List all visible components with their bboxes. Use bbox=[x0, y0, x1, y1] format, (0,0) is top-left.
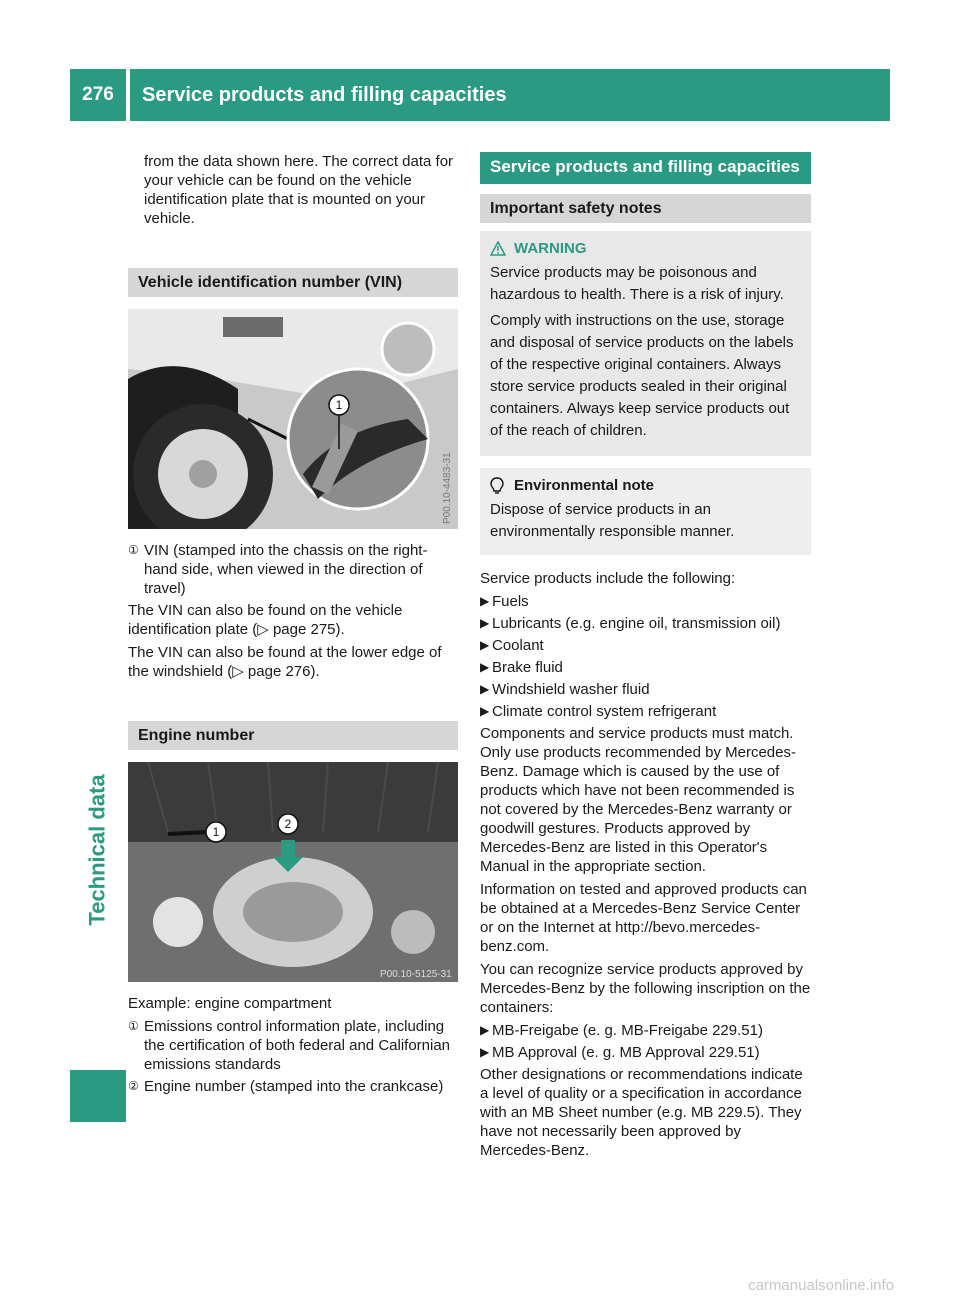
bullet-icon: ▶ bbox=[480, 1023, 490, 1037]
side-tab-marker bbox=[70, 1070, 126, 1122]
svg-text:1: 1 bbox=[212, 825, 220, 839]
list-item-text: Windshield washer fluid bbox=[492, 681, 650, 698]
bullet-icon: ▶ bbox=[480, 638, 490, 652]
vin-heading: Vehicle identification number (VIN) bbox=[128, 268, 458, 297]
bullet-icon: ▶ bbox=[480, 1045, 490, 1059]
right-column bbox=[480, 152, 811, 1164]
engine-legend-text-2: Engine number (stamped into the crankcase) bbox=[144, 1078, 444, 1095]
left-column bbox=[128, 152, 458, 1099]
vin-legend-text: VIN (stamped into the chassis on the right-hand side, when viewed in the direction of travel) bbox=[144, 542, 428, 597]
products-intro: Service products include the following: bbox=[480, 570, 736, 587]
vin-paragraph-2: The VIN can also be found at the lower edge of the windshield (▷ page 276). bbox=[128, 644, 442, 680]
side-tab bbox=[70, 660, 126, 1040]
bullet-icon: ▶ bbox=[480, 682, 490, 696]
engine-legend-text-1: Emissions control information plate, including the certification of both federal and Californian emissions standards bbox=[144, 1018, 451, 1073]
list-item-text: Fuels bbox=[492, 593, 529, 610]
engine-heading: Engine number bbox=[128, 721, 458, 750]
list-item-text: Brake fluid bbox=[492, 659, 563, 676]
safety-heading: Important safety notes bbox=[480, 194, 811, 223]
warning-title-text: WARNING bbox=[514, 240, 587, 257]
engine-caption: Example: engine compartment bbox=[128, 995, 332, 1012]
engine-figure-code: P00.10-5125-31 bbox=[380, 969, 452, 980]
bullet-icon: ▶ bbox=[480, 616, 490, 630]
svg-text:2: 2 bbox=[284, 817, 292, 831]
vin-photo-illustration bbox=[128, 309, 458, 529]
engine-figure bbox=[128, 762, 458, 982]
list-item bbox=[480, 636, 811, 655]
svg-text:1: 1 bbox=[335, 398, 343, 412]
environment-text: Dispose of service products in an environmentally responsible manner. bbox=[490, 501, 735, 540]
list-item bbox=[480, 658, 811, 677]
intro-paragraph: from the data shown here. The correct data for your vehicle can be found on the vehicle identification plate that is mounted on your vehicle. bbox=[144, 153, 454, 227]
bullet-icon: ▶ bbox=[480, 660, 490, 674]
list-item-text: Lubricants (e.g. engine oil, transmission oil) bbox=[492, 615, 781, 632]
environment-title bbox=[490, 476, 801, 495]
warning-paragraph-2: Comply with instructions on the use, storage and disposal of service products on the labels of the respective original containers. Always store service products sealed in their original containers. Always keep service products out of the reach of children. bbox=[490, 312, 794, 439]
list-item-text: MB-Freigabe (e. g. MB-Freigabe 229.51) bbox=[492, 1022, 763, 1039]
products-list bbox=[480, 592, 811, 721]
bullet-icon: ▶ bbox=[480, 704, 490, 718]
warning-triangle-icon bbox=[490, 241, 506, 256]
bullet-icon: ▶ bbox=[480, 594, 490, 608]
list-item bbox=[480, 592, 811, 611]
environment-lightbulb-icon bbox=[490, 477, 504, 495]
other-paragraph: Other designations or recommendations indicate a level of quality or a specification in accordance with an MB Sheet number (e.g. MB 229.5). They have not necessarily been approved by Mercedes-Benz. bbox=[480, 1066, 803, 1159]
warning-paragraph-1: Service products may be poisonous and hazardous to health. There is a risk of injury. bbox=[490, 264, 784, 303]
vin-paragraph-1: The VIN can also be found on the vehicle identification plate (▷ page 275). bbox=[128, 602, 403, 638]
list-item bbox=[480, 702, 811, 721]
list-item bbox=[480, 1021, 811, 1040]
list-item bbox=[480, 614, 811, 633]
watermark: carmanualsonline.info bbox=[748, 1277, 894, 1294]
callout-2-icon: ② bbox=[128, 1079, 139, 1093]
match-paragraph: Components and service products must match. Only use products recommended by Mercedes-Benz. Damage which is caused by the use of products which have not been recommended is not covered by the Mercedes-Benz warranty or goodwill gestures. Products approved by Mercedes-Benz are listed in this Operator's Manual in the appropriate section. bbox=[480, 725, 796, 875]
warning-box bbox=[480, 231, 811, 456]
callout-1-icon: ① bbox=[128, 543, 139, 557]
list-item-text: Coolant bbox=[492, 637, 544, 654]
warning-title bbox=[490, 239, 801, 258]
vin-legend-item bbox=[128, 541, 458, 598]
environment-box bbox=[480, 468, 811, 555]
engine-photo-illustration bbox=[128, 762, 458, 982]
main-heading: Service products and filling capacities bbox=[480, 152, 811, 184]
list-item-text: Climate control system refrigerant bbox=[492, 703, 717, 720]
list-item bbox=[480, 1043, 811, 1062]
engine-legend-item bbox=[128, 1017, 458, 1074]
recognize-paragraph: You can recognize service products approved by Mercedes-Benz by the following inscription on the containers: bbox=[480, 961, 811, 1016]
section-title: Service products and filling capacities bbox=[130, 69, 890, 121]
page-number: 276 bbox=[70, 69, 126, 121]
list-item-text: MB Approval (e. g. MB Approval 229.51) bbox=[492, 1044, 760, 1061]
vin-figure-code: P00.10-4483-31 bbox=[442, 452, 453, 524]
approval-list bbox=[480, 1021, 811, 1062]
vin-figure bbox=[128, 309, 458, 529]
callout-1-icon: ① bbox=[128, 1019, 139, 1033]
engine-legend-item bbox=[128, 1077, 458, 1096]
info-paragraph: Information on tested and approved products can be obtained at a Mercedes-Benz Service Center or on the Internet at http://bevo.mercedes-benz.com. bbox=[480, 881, 807, 955]
environment-title-text: Environmental note bbox=[514, 477, 655, 494]
side-tab-label: Technical data bbox=[85, 774, 111, 926]
list-item bbox=[480, 680, 811, 699]
